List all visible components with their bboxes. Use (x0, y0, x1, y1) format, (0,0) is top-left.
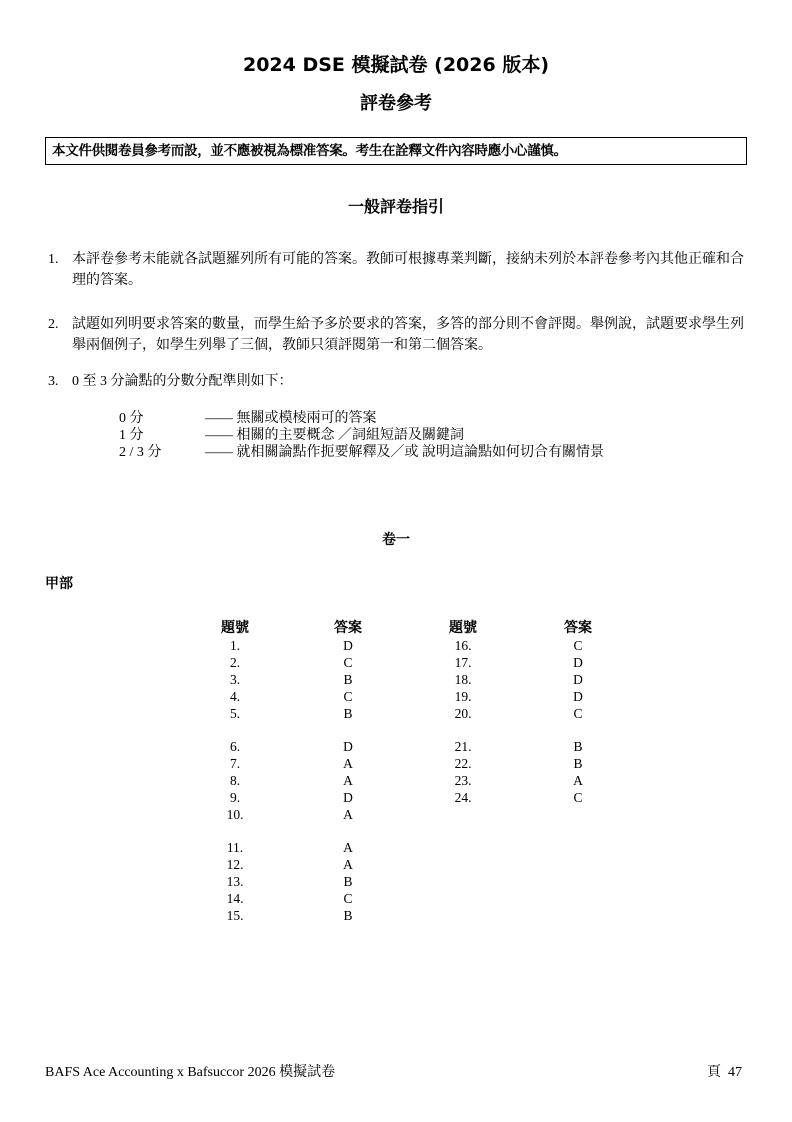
section-heading: 甲部 (45, 576, 73, 592)
item-text: 本評卷參考未能就各試題羅列所有可能的答案。教師可根據專業判斷，接納未列於本評卷參考內其他正確和合理的答案。 (72, 252, 744, 288)
item-text: 試題如列明要求答案的數量，而學生給予多於要求的答案，多答的部分則不會評閱。舉例說，試題要求學生列舉兩個例子，如學生列舉了三個，教師只須評閱第一和第二個答案。 (72, 317, 744, 353)
page-number (707, 1061, 742, 1081)
question-number: 12. (226, 857, 244, 872)
answer-value: A (573, 773, 583, 788)
document-subtitle: 評卷參考 (360, 93, 432, 114)
item-number: 2. (48, 317, 59, 332)
question-number: 16. (454, 638, 472, 653)
header-answer: 答案 (334, 620, 362, 636)
question-number: 18. (454, 672, 472, 687)
answer-value: C (573, 790, 583, 805)
guideline-item-2 (48, 314, 748, 356)
scoring-row (119, 444, 604, 461)
answer-value: C (343, 891, 353, 906)
question-number: 15. (226, 908, 244, 923)
page-number-value: 47 (728, 1065, 742, 1080)
question-number: 24. (454, 790, 472, 805)
scoring-row (119, 427, 604, 444)
question-number: 8. (229, 773, 241, 788)
question-number: 20. (454, 706, 472, 721)
answer-value: D (343, 790, 353, 805)
question-number: 9. (229, 790, 241, 805)
question-number: 4. (229, 689, 241, 704)
question-number: 1. (229, 638, 241, 653)
item-number: 3. (48, 374, 59, 389)
question-number: 22. (454, 756, 472, 771)
answer-value: B (343, 908, 353, 923)
question-number: 2. (229, 655, 241, 670)
score-points: 1 分 (119, 428, 144, 443)
answer-value: D (573, 655, 583, 670)
answer-value: A (343, 857, 353, 872)
score-points: 2 / 3 分 (119, 445, 162, 460)
answer-value: B (343, 672, 353, 687)
question-number: 10. (226, 807, 244, 822)
answer-value: B (573, 756, 583, 771)
general-guidelines-heading: 一般評卷指引 (347, 197, 444, 216)
answer-value: A (343, 807, 353, 822)
question-number: 23. (454, 773, 472, 788)
question-number: 14. (226, 891, 244, 906)
page-label: 頁 (707, 1065, 721, 1080)
answer-value: C (343, 689, 353, 704)
score-desc: —— 就相關論點作扼要解釋及／或 說明這論點如何切合有關情景 (205, 445, 604, 460)
header-question-no: 題號 (221, 620, 249, 636)
guideline-item-1 (48, 249, 748, 291)
answer-value: A (343, 840, 353, 855)
question-number: 21. (454, 739, 472, 754)
item-text: 0 至 3 分論點的分數分配準則如下： (72, 374, 293, 389)
header-question-no: 題號 (449, 620, 477, 636)
answer-value: D (343, 638, 353, 653)
answer-value: B (573, 739, 583, 754)
header-answer: 答案 (564, 620, 592, 636)
guideline-item-3 (48, 371, 748, 392)
question-number: 19. (454, 689, 472, 704)
answer-value: A (343, 756, 353, 771)
scoring-criteria (119, 410, 604, 461)
question-number: 7. (229, 756, 241, 771)
document-title: 2024 DSE 模擬試卷 (2026 版本) (242, 54, 550, 76)
question-number: 5. (229, 706, 241, 721)
item-number: 1. (48, 252, 59, 267)
answer-value: B (343, 874, 353, 889)
disclaimer-box: 本文件供閱卷員參考而設，並不應被視為標准答案。考生在詮釋文件內容時應小心謹慎。 (45, 137, 747, 165)
score-desc: —— 無關或模棱兩可的答案 (205, 411, 377, 426)
footer-text: BAFS Ace Accounting x Bafsuccor 2026 模擬試卷 (45, 1065, 336, 1080)
answer-value: C (343, 655, 353, 670)
question-number: 17. (454, 655, 472, 670)
question-number: 11. (226, 840, 244, 855)
answer-value: D (573, 689, 583, 704)
question-number: 3. (229, 672, 241, 687)
answer-value: D (343, 739, 353, 754)
answer-value: A (343, 773, 353, 788)
score-points: 0 分 (119, 411, 144, 426)
answer-value: D (573, 672, 583, 687)
scoring-row (119, 410, 604, 427)
question-number: 13. (226, 874, 244, 889)
answer-value: C (573, 638, 583, 653)
answer-value: C (573, 706, 583, 721)
question-number: 6. (229, 739, 241, 754)
score-desc: —— 相關的主要概念 ／詞組短語及關鍵詞 (205, 428, 464, 443)
answer-value: B (343, 706, 353, 721)
paper-heading: 卷一 (382, 532, 410, 548)
